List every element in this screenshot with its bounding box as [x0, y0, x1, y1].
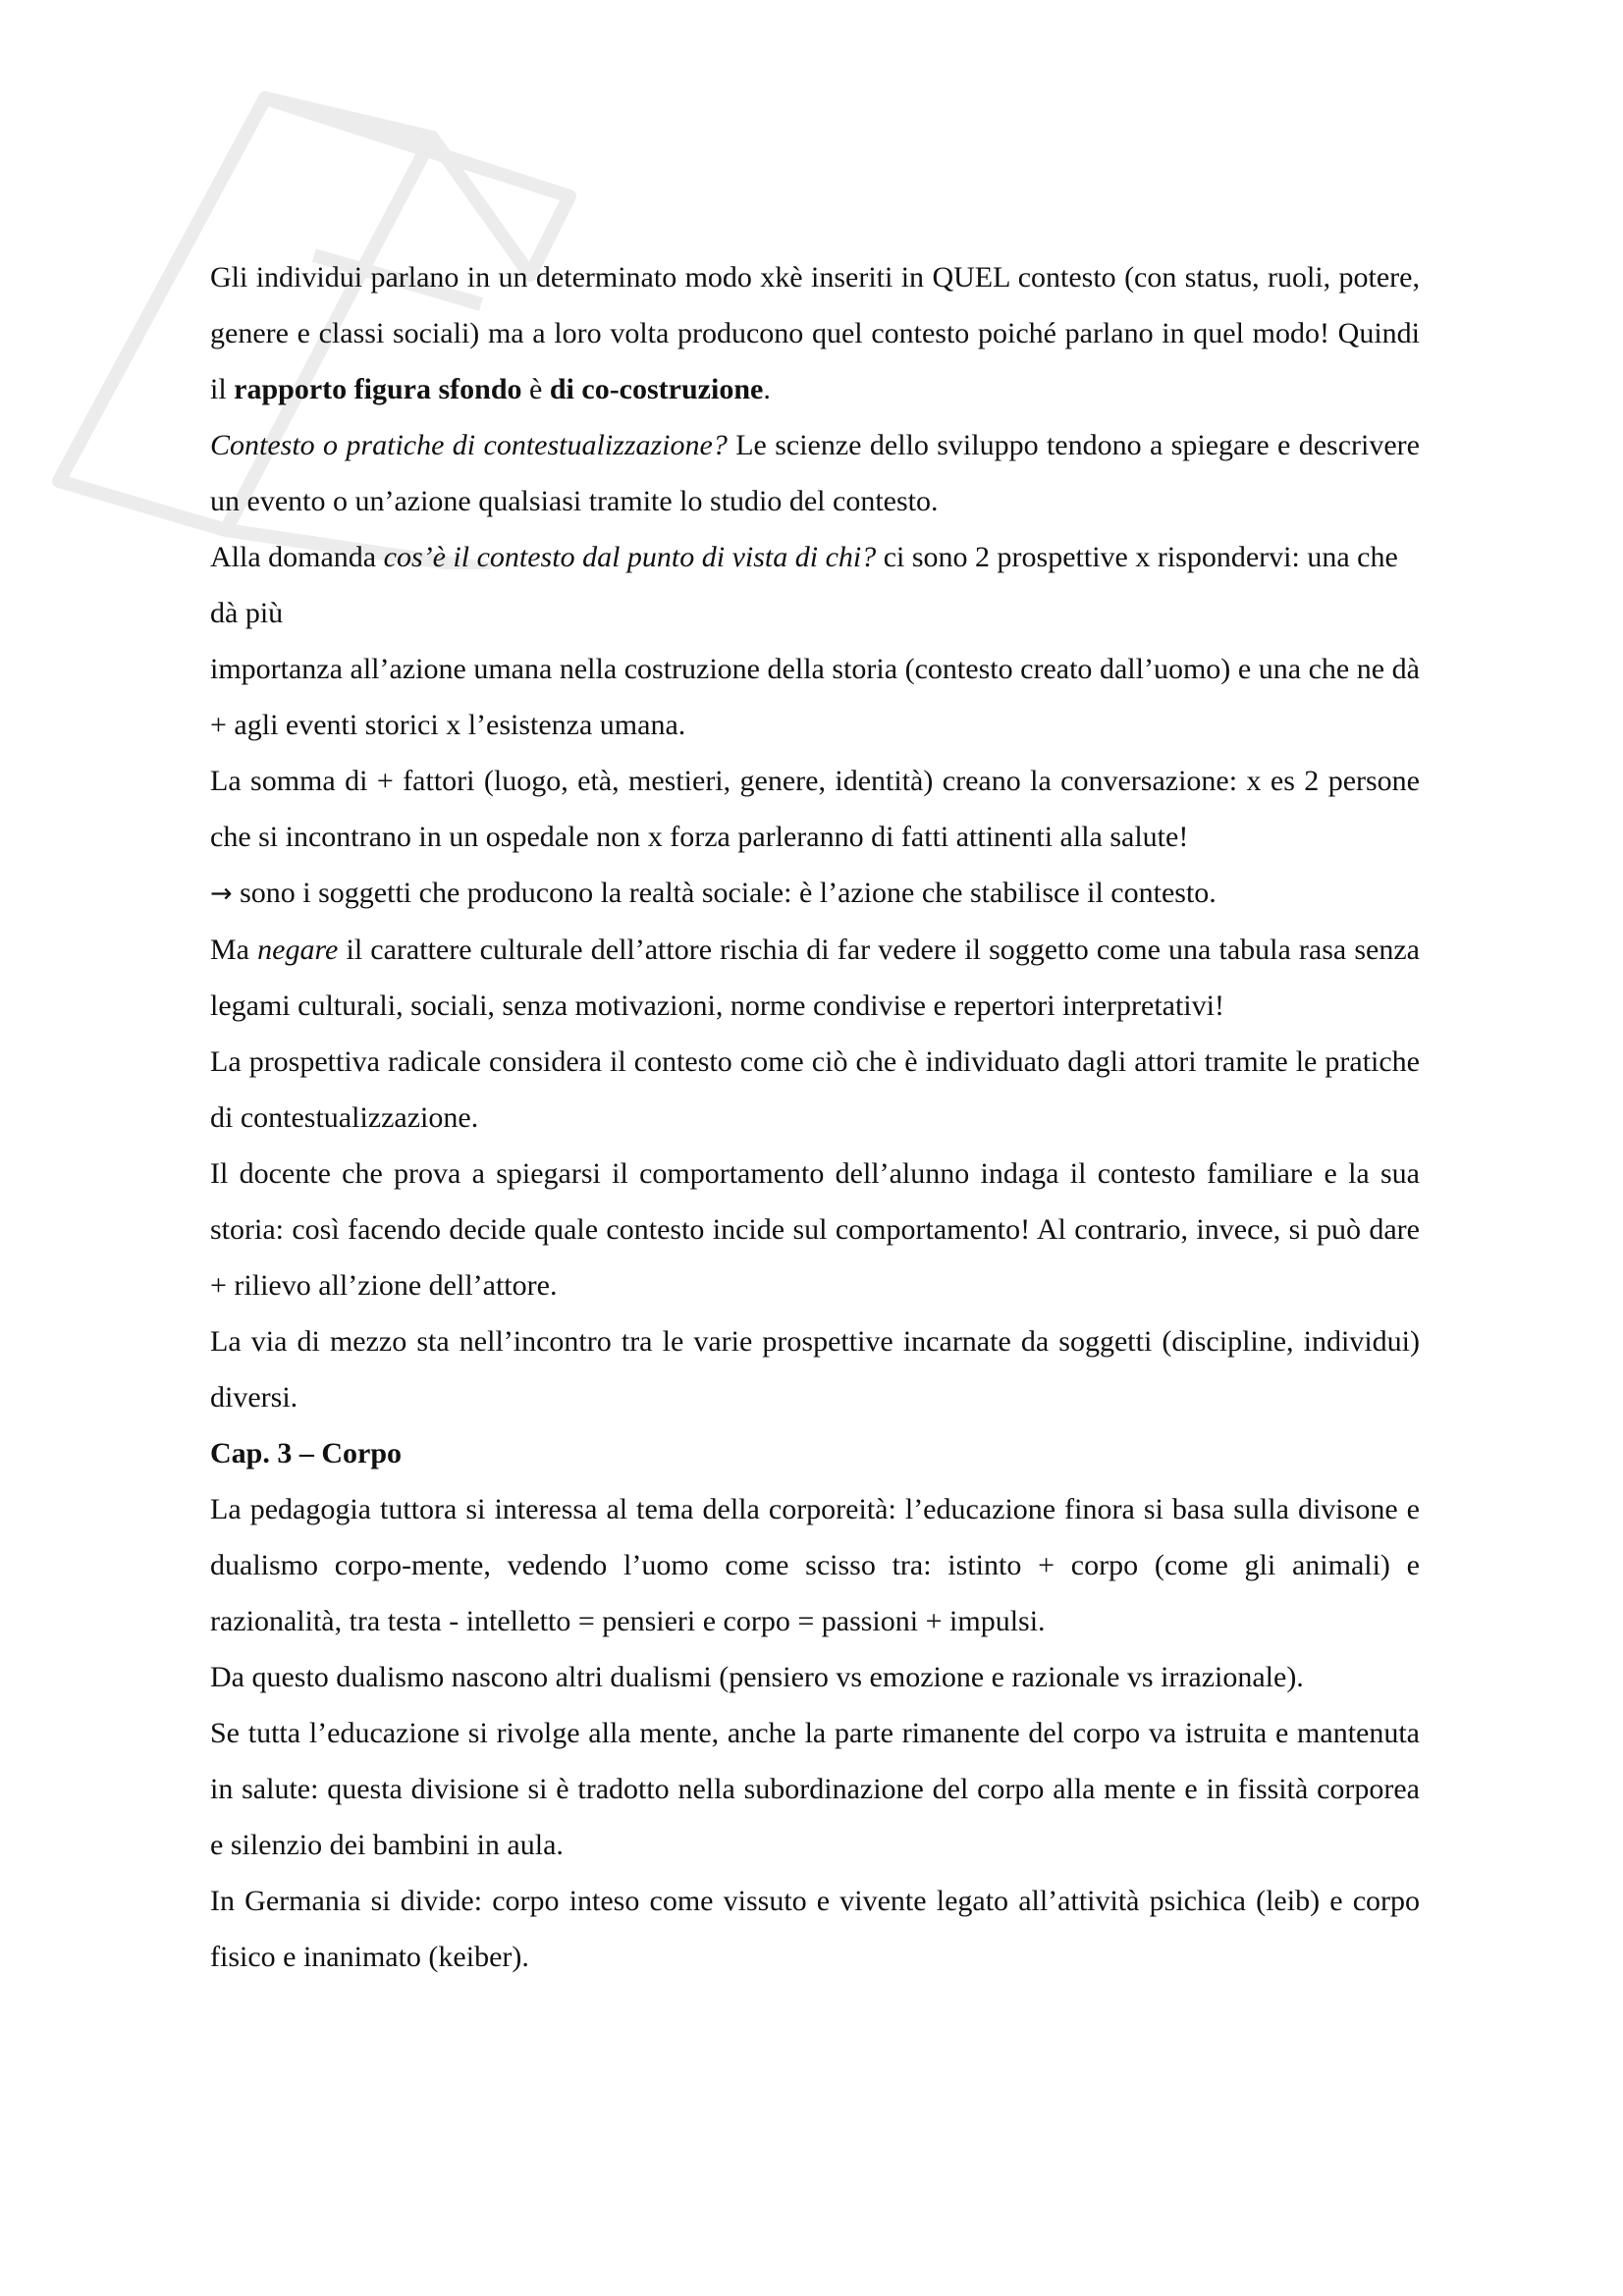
paragraph-germany-leib: In Germania si divide: corpo inteso come vissuto e vivente legato all’attività psichica (leib) e corpo fisico e inanimato (keiber).	[210, 1885, 1420, 1973]
paragraph-education-mind: Se tutta l’educazione si rivolge alla mente, anche la parte rimanente del corpo va istruita e mantenuta in salute: questa divisione si è tradotto nella subordinazione del corpo alla mente e in fissità corporea e silenzio dei bambini in aula.	[210, 1717, 1420, 1861]
chapter-heading: Cap. 3 – Corpo	[210, 1437, 403, 1469]
paragraph-radical-perspective: La prospettiva radicale considera il contesto come ciò che è individuato dagli attori tramite le pratiche di contestualizzazione.	[210, 1045, 1420, 1134]
bold-phrase-figure-background: rapporto figura sfondo	[234, 373, 522, 405]
bold-phrase-co-construction: di co-costruzione	[549, 373, 764, 405]
paragraph-contextualization-practices: Contesto o pratiche di contestualizzazione? Le scienze dello sviluppo tendono a spiegare e descrivere un evento o un’azione qualsiasi tramite lo studio del contesto.	[210, 429, 1420, 517]
italic-question-context: Contesto o pratiche di contestualizzazione?	[210, 429, 728, 461]
paragraph-teacher-example: Il docente che prova a spiegarsi il comportamento dell’alunno indaga il contesto familiare e la sua storia: così facendo decide quale contesto incide sul comportamento! Al contrario, invece, si può dare + rilievo all’zione dell’attore.	[210, 1157, 1420, 1302]
document-body	[210, 249, 1420, 1985]
italic-question-point-of-view: cos’è il contesto dal punto di vista di chi?	[383, 541, 877, 573]
arrow-right-icon: →	[210, 879, 233, 909]
paragraph-other-dualisms: Da questo dualismo nascono altri dualismi (pensiero vs emozione e razionale vs irrazionale).	[210, 1661, 1304, 1693]
paragraph-middle-way: La via di mezzo sta nell’incontro tra le varie prospettive incarnate da soggetti (discipline, individui) diversi.	[210, 1325, 1420, 1414]
paragraph-corporeality: La pedagogia tuttora si interessa al tema della corporeità: l’educazione finora si basa sulla divisone e dualismo corpo-mente, vedendo l’uomo come scisso tra: istinto + corpo (come gli animali) e razionalità, tra testa - intelletto = pensieri e corpo = passioni + impulsi.	[210, 1493, 1420, 1637]
paragraph-cultural-character: Ma negare il carattere culturale dell’attore rischia di far vedere il soggetto come una tabula rasa senza legami culturali, sociali, senza motivazioni, norme condivise e repertori interpretativi!	[210, 934, 1420, 1022]
paragraph-subjects-produce-reality: → sono i soggetti che producono la realtà sociale: è l’azione che stabilisce il contesto.	[210, 877, 1217, 909]
paragraph-context-coconstruction: Gli individui parlano in un determinato modo xkè inseriti in QUEL contesto (con status, ruoli, potere, genere e classi sociali) ma a loro volta producono quel contesto poiché parlano in quel modo! Quindi il rapporto figura sfondo è di co-costruzione.	[210, 261, 1420, 405]
paragraph-human-action: importanza all’azione umana nella costruzione della storia (contesto creato dall’uomo) e una che ne dà + agli eventi storici x l’esistenza umana.	[210, 653, 1420, 741]
italic-word-negare: negare	[257, 934, 339, 966]
paragraph-two-perspectives: Alla domanda cos’è il contesto dal punto di vista di chi? ci sono 2 prospettive x rispondervi: una che dà più	[210, 541, 1398, 629]
paragraph-conversation-factors: La somma di + fattori (luogo, età, mestieri, genere, identità) creano la conversazione: x es 2 persone che si incontrano in un ospedale non x forza parleranno di fatti attinenti alla salute!	[210, 765, 1420, 853]
